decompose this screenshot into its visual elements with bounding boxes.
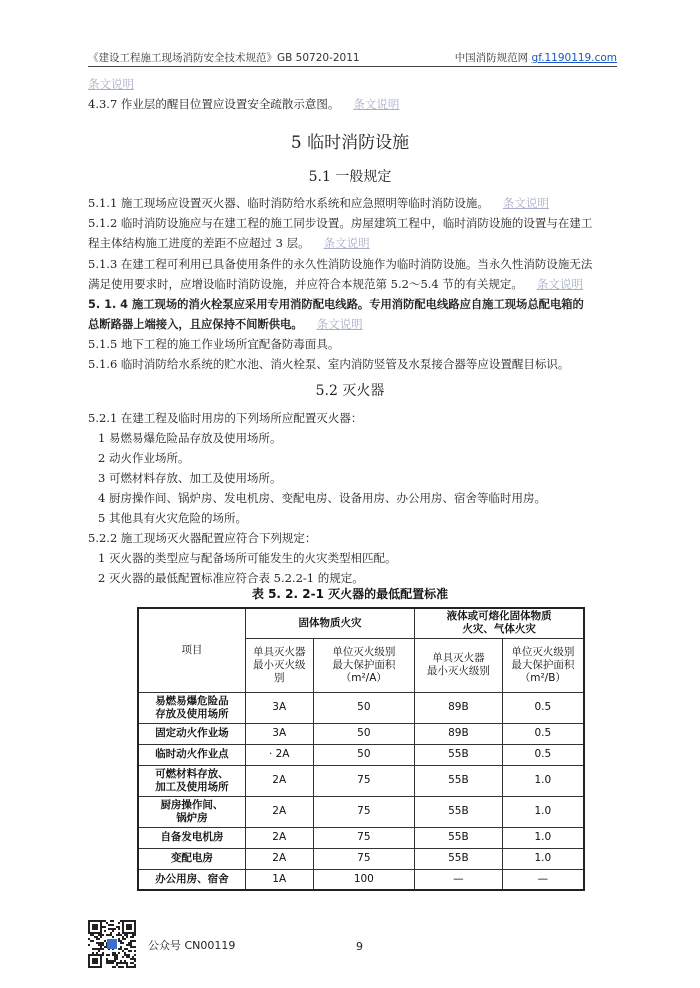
table-cell: —: [502, 869, 584, 890]
table-cell: 50: [313, 692, 415, 723]
table-cell: 3A: [245, 723, 313, 744]
table-cell: 2A: [245, 848, 313, 869]
row-label: 厨房操作间、 锅炉房: [138, 796, 245, 827]
column-header-item: 项目: [138, 608, 245, 692]
column-header-max-area: 单位灭火级别 最大保护面积 （m²/A）: [313, 638, 415, 692]
page-number: 9: [356, 940, 363, 953]
row-label: 可燃材料存放、 加工及使用场所: [138, 765, 245, 796]
table-row: [138, 869, 584, 890]
table-cell: 75: [313, 827, 415, 848]
table-cell: 2A: [245, 796, 313, 827]
table-cell: 1.0: [502, 796, 584, 827]
table-cell: 50: [313, 744, 415, 765]
clause-5-1-3-cont: 满足使用要求时，应增设临时消防设施，并应符合本规范第 5.2～5.4 节的有关规定。 条文说明: [88, 277, 583, 291]
table-cell: —: [415, 869, 503, 890]
table-cell: 89B: [415, 692, 503, 723]
list-item: 2 灭火器的最低配置标准应符合表 5.2.2-1 的规定。: [98, 571, 364, 585]
clause-5-2-2: 5.2.2 施工现场灭火器配置应符合下列规定：: [88, 531, 317, 545]
list-item: 2 动火作业场所。: [98, 451, 190, 465]
table-cell: 3A: [245, 692, 313, 723]
list-item: 5 其他具有火灾危险的场所。: [98, 511, 247, 525]
commentary-link[interactable]: 条文说明: [502, 196, 549, 210]
table-cell: 75: [313, 796, 415, 827]
table-cell: 89B: [415, 723, 503, 744]
table-cell: 55B: [415, 827, 503, 848]
chapter-heading: 5 临时消防设施: [290, 133, 410, 153]
table-cell: 1.0: [502, 765, 584, 796]
column-header-min-level: 单具灭火器 最小灭火级别: [245, 638, 313, 692]
table-row: [138, 796, 584, 827]
wechat-account: 公众号 CN00119: [148, 939, 236, 952]
list-item: 4 厨房操作间、锅炉房、发电机房、变配电房、设备用房、办公用房、宿舍等临时用房。: [98, 491, 546, 505]
clause-5-1-2: 5.1.2 临时消防设施应与在建工程的施工同步设置。房屋建筑工程中，临时消防设施的设置与在建工: [88, 216, 593, 230]
column-group-liquid: 液体或可熔化固体物质 火灾、气体火灾: [415, 608, 584, 638]
site-name: [455, 50, 617, 65]
clause-5-2-1: 5.2.1 在建工程及临时用房的下列场所应配置灭火器：: [88, 411, 363, 425]
qr-code-image: [88, 920, 136, 968]
table-cell: 0.5: [502, 723, 584, 744]
clause-5-1-4: 5. 1. 4 施工现场的消火栓泵应采用专用消防配电线路。专用消防配电线路应自施工现场总配电箱的: [88, 298, 584, 311]
commentary-link[interactable]: 条文说明: [536, 277, 583, 291]
table-cell: 55B: [415, 765, 503, 796]
table-cell: 100: [313, 869, 415, 890]
commentary-link[interactable]: 条文说明: [323, 236, 370, 250]
list-item: 1 灭火器的类型应与配备场所可能发生的火灾类型相匹配。: [98, 551, 397, 565]
table-row: [138, 692, 584, 723]
table-cell: 0.5: [502, 692, 584, 723]
row-label: 变配电房: [138, 848, 245, 869]
clause-5-1-1: 5.1.1 施工现场应设置灭火器、临时消防给水系统和应急照明等临时消防设施。 条文说明: [88, 196, 549, 210]
table-row: [138, 744, 584, 765]
list-item: 3 可燃材料存放、加工及使用场所。: [98, 471, 282, 485]
table-cell: 75: [313, 848, 415, 869]
table-cell: 2A: [245, 827, 313, 848]
clause-5-1-2-cont: 程主体结构施工进度的差距不应超过 3 层。 条文说明: [88, 236, 370, 250]
ghost-link-top[interactable]: 条文说明: [88, 77, 134, 91]
column-group-solid: 固体物质火灾: [245, 608, 414, 638]
table-cell: 1.0: [502, 848, 584, 869]
header-divider: [88, 66, 617, 67]
row-label: 临时动火作业点: [138, 744, 245, 765]
table-cell: 55B: [415, 848, 503, 869]
table-cell: 75: [313, 765, 415, 796]
table-row: [138, 765, 584, 796]
list-item: 1 易燃易爆危险品存放及使用场所。: [98, 431, 282, 445]
clause-4-3-7: 4.3.7 作业层的醒目位置应设置安全疏散示意图。 条文说明: [88, 97, 400, 111]
site-label: 中国消防规范网: [454, 52, 532, 64]
table-cell: 2A: [245, 765, 313, 796]
clause-5-1-6: 5.1.6 临时消防给水系统的贮水池、消火栓泵、室内消防竖管及水泵接合器等应设置醒目标识。: [88, 357, 570, 371]
table-row: [138, 723, 584, 744]
table-row: [138, 827, 584, 848]
document-title: 《建设工程施工现场消防安全技术规范》GB 50720-2011: [88, 52, 360, 64]
site-link[interactable]: gf.1190119.com: [531, 52, 617, 64]
commentary-link[interactable]: 条文说明: [316, 317, 363, 331]
section-heading-5-1: 5.1 一般规定: [308, 169, 392, 185]
table-cell: 1A: [245, 869, 313, 890]
row-label: 易燃易爆危险品 存放及使用场所: [138, 692, 245, 723]
table-title: 表 5. 2. 2-1 灭火器的最低配置标准: [251, 587, 449, 601]
row-label: 办公用房、宿舍: [138, 869, 245, 890]
column-header-min-level: 单具灭火器 最小灭火级别: [415, 638, 503, 692]
table-row: [138, 848, 584, 869]
table-cell: 1.0: [502, 827, 584, 848]
table-cell: 55B: [415, 796, 503, 827]
row-label: 固定动火作业场: [138, 723, 245, 744]
table-cell: 0.5: [502, 744, 584, 765]
table-cell: · 2A: [245, 744, 313, 765]
section-heading-5-2: 5.2 灭火器: [315, 383, 385, 399]
clause-5-1-3: 5.1.3 在建工程可利用已具备使用条件的永久性消防设施作为临时消防设施。当永久性消防设施无法: [88, 257, 593, 271]
clause-5-1-4-cont: 总断路器上端接入，且应保持不间断供电。 条文说明: [88, 317, 363, 331]
table-cell: 50: [313, 723, 415, 744]
clause-5-1-5: 5.1.5 地下工程的施工作业场所宜配备防毒面具。: [88, 337, 340, 351]
column-header-max-area: 单位灭火级别 最大保护面积 （m²/B）: [502, 638, 584, 692]
page-header: [88, 50, 617, 66]
commentary-link[interactable]: 条文说明: [353, 97, 400, 111]
table-cell: 55B: [415, 744, 503, 765]
row-label: 自备发电机房: [138, 827, 245, 848]
extinguisher-table: [137, 607, 585, 891]
